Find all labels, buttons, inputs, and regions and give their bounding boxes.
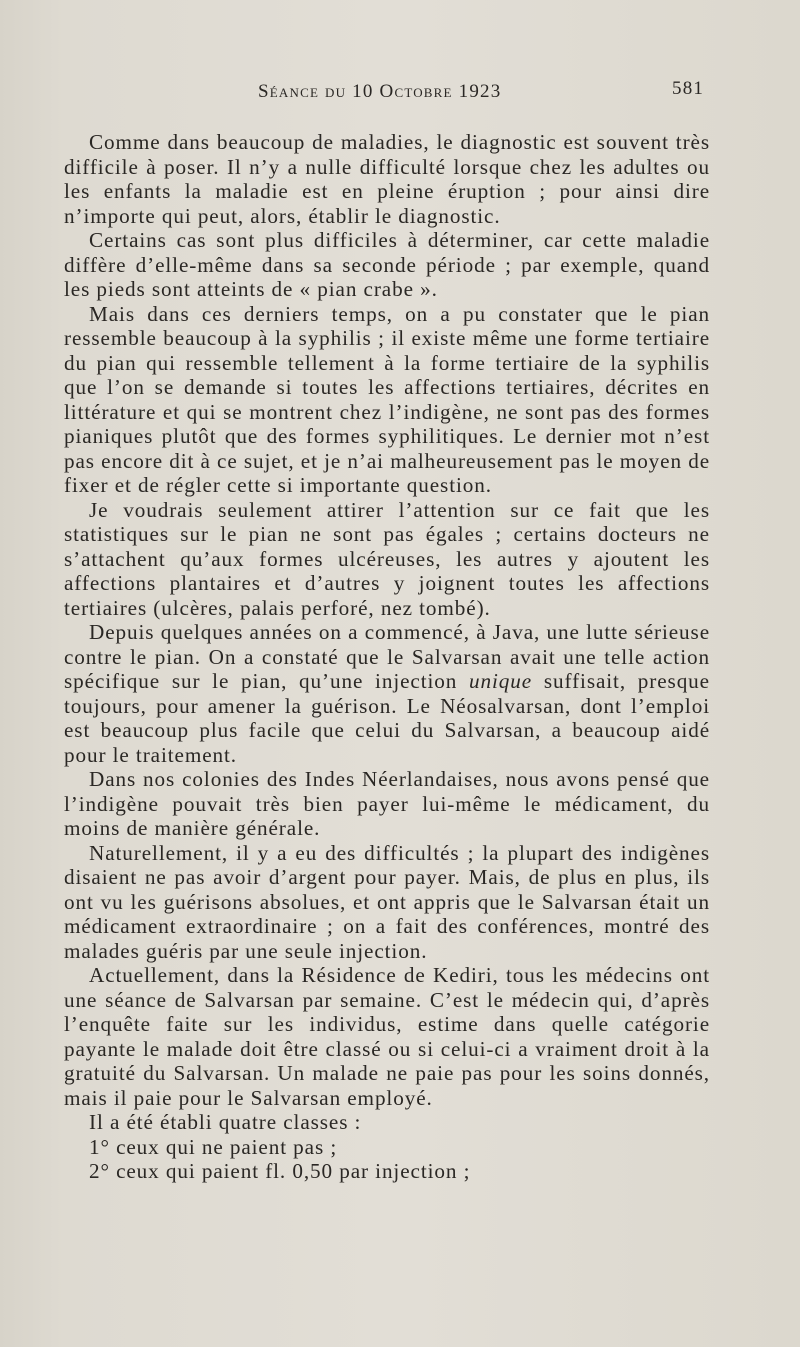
list-item: 1° ceux qui ne paient pas ; xyxy=(89,1134,338,1159)
paragraph: Certains cas sont plus difficiles à déterminer, car cette maladie diffère d’elle-même dans sa seconde période ; par exemple, quand les pieds sont atteints de « pian crabe ». xyxy=(64,228,710,301)
paragraph: Actuellement, dans la Résidence de Kediri, tous les médecins ont une séance de Salvarsan par semaine. C’est le médecin qui, d’après l’enquête faite sur les individus, estime dans quelle catégorie payante le malade doit être classé ou si celui-ci a vraiment droit à la gratuité du Salvarsan. Un malade ne paie pas pour les soins donnés, mais il paie pour le Salvarsan employé. xyxy=(64,963,710,1110)
page-number: 581 xyxy=(672,78,705,99)
header-title: Séance du 10 Octobre 1923 xyxy=(258,81,502,102)
paragraph: Je voudrais seulement attirer l’attention sur ce fait que les statistiques sur le pian ne sont pas égales ; certains docteurs ne s’attachent qu’aux formes ulcéreuses, les autres y ajoutent les affections plantaires et d’autres y joignent toutes les affections tertiaires (ulcères, palais perforé, nez tombé). xyxy=(64,497,710,620)
list-item: 2° ceux qui paient fl. 0,50 par injection ; xyxy=(89,1159,471,1183)
paragraph: Mais dans ces derniers temps, on a pu constater que le pian ressemble beaucoup à la syphilis ; il existe même une forme tertiaire du pian qui ressemble tellement à la forme tertiaire de la syphilis que l’on se demande si toutes les affections tertiaires, décrites en littérature et qui se montrent chez l’indigène, ne sont pas des formes pianiques plutôt que des formes syphilitiques. Le dernier mot n’est pas encore dit à ce sujet, et je n’ai malheureusement pas le moyen de fixer et de régler cette si importante question. xyxy=(64,301,710,497)
emphasized-word: unique xyxy=(469,669,533,693)
paragraph xyxy=(64,620,710,767)
paragraph: Naturellement, il y a eu des difficultés ; la plupart des indigènes disaient ne pas avoir d’argent pour payer. Mais, de plus en plus, ils ont vu les guérisons absolues, et ont appris que le Salvarsan était un médicament extraordinaire ; on a fait des conférences, montré des malades guéris par une seule injection. xyxy=(64,840,710,963)
paragraph-text: suffisait, presque toujours, pour amener la guérison. Le Néosalvarsan, dont l’emploi est beaucoup plus facile que celui du Salvarsan, a beaucoup aidé pour le traitement. xyxy=(64,669,710,767)
paragraph: Il a été établi quatre classes : xyxy=(89,1110,362,1134)
paragraph: Dans nos colonies des Indes Néerlandaises, nous avons pensé que l’indigène pouvait très bien payer lui-même le médicament, du moins de manière générale. xyxy=(64,767,710,840)
running-header xyxy=(0,78,800,108)
paragraph: Comme dans beaucoup de maladies, le diagnostic est souvent très difficile à poser. Il n’y a nulle difficulté lorsque chez les adultes ou les enfants la maladie est en pleine éruption ; pour ainsi dire n’importe qui peut, alors, établir le diagnostic. xyxy=(64,130,710,228)
body-text xyxy=(64,130,710,1184)
paragraph-text: Depuis quelques années on a commencé, à Java, une lutte sérieuse contre le pian. On a constaté que le Salvarsan avait une telle action spécifique sur le pian, qu’une injection xyxy=(64,620,710,693)
